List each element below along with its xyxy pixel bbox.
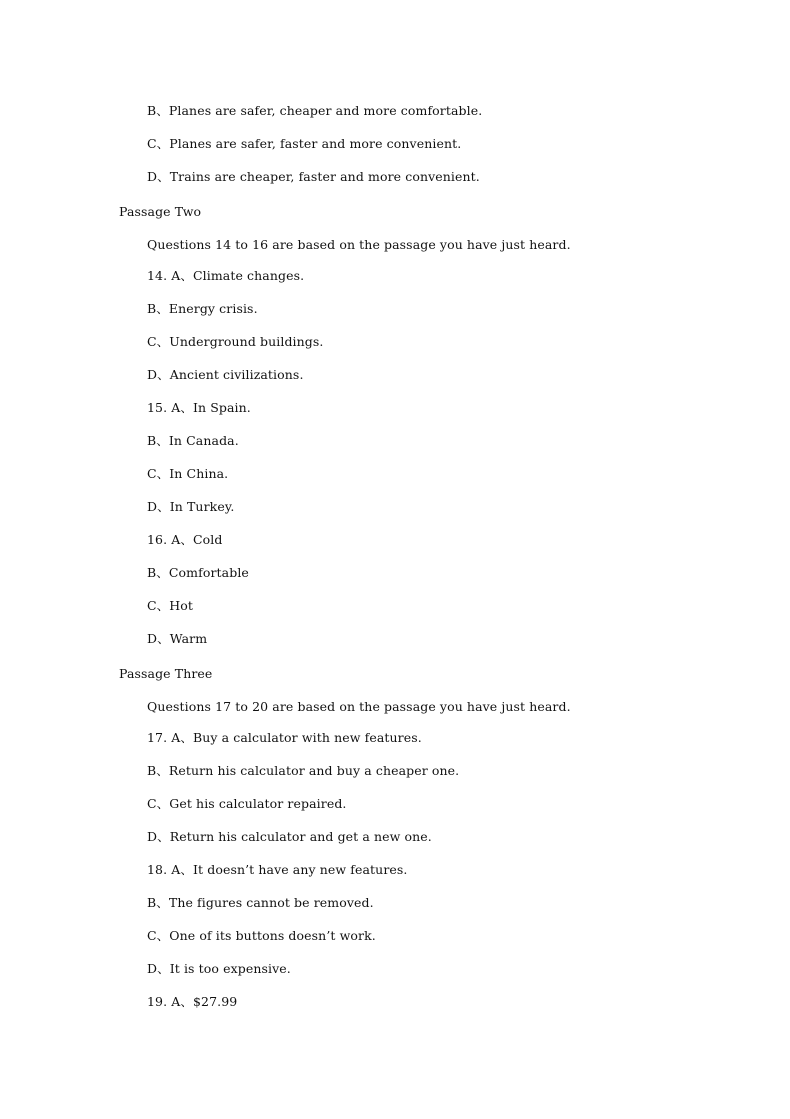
answer-option: C、In China.	[147, 466, 229, 481]
answer-option: C、Hot	[147, 598, 194, 613]
question-item: 16. A、Cold	[147, 532, 223, 547]
answer-option: D、Ancient civilizations.	[147, 367, 304, 382]
answer-option: D、It is too expensive.	[147, 961, 291, 976]
answer-option: C、Planes are safer, faster and more convenient.	[147, 136, 462, 151]
answer-option: B、The figures cannot be removed.	[147, 895, 374, 910]
instruction-text: Questions 14 to 16 are based on the passage you have just heard.	[147, 237, 571, 252]
answer-option: B、In Canada.	[147, 433, 239, 448]
answer-option: C、One of its buttons doesn’t work.	[147, 928, 376, 943]
answer-option: D、Warm	[147, 631, 208, 646]
answer-option: C、Get his calculator repaired.	[147, 796, 347, 811]
answer-option: B、Return his calculator and buy a cheaper one.	[147, 763, 460, 778]
answer-option: C、Underground buildings.	[147, 334, 324, 349]
answer-option: D、In Turkey.	[147, 499, 235, 514]
passage-heading: Passage Two	[119, 204, 202, 219]
question-item: 14. A、Climate changes.	[147, 268, 305, 283]
question-item: 15. A、In Spain.	[147, 400, 251, 415]
answer-option: B、Comfortable	[147, 565, 249, 580]
answer-option: B、Energy crisis.	[147, 301, 258, 316]
question-item: 19. A、$27.99	[147, 994, 238, 1009]
question-item: 18. A、It doesn’t have any new features.	[147, 862, 408, 877]
answer-option: D、Return his calculator and get a new one.	[147, 829, 432, 844]
answer-option: D、Trains are cheaper, faster and more convenient.	[147, 169, 480, 184]
passage-heading: Passage Three	[119, 666, 213, 681]
question-item: 17. A、Buy a calculator with new features.	[147, 730, 422, 745]
instruction-text: Questions 17 to 20 are based on the passage you have just heard.	[147, 699, 571, 714]
answer-option: B、Planes are safer, cheaper and more comfortable.	[147, 103, 483, 118]
